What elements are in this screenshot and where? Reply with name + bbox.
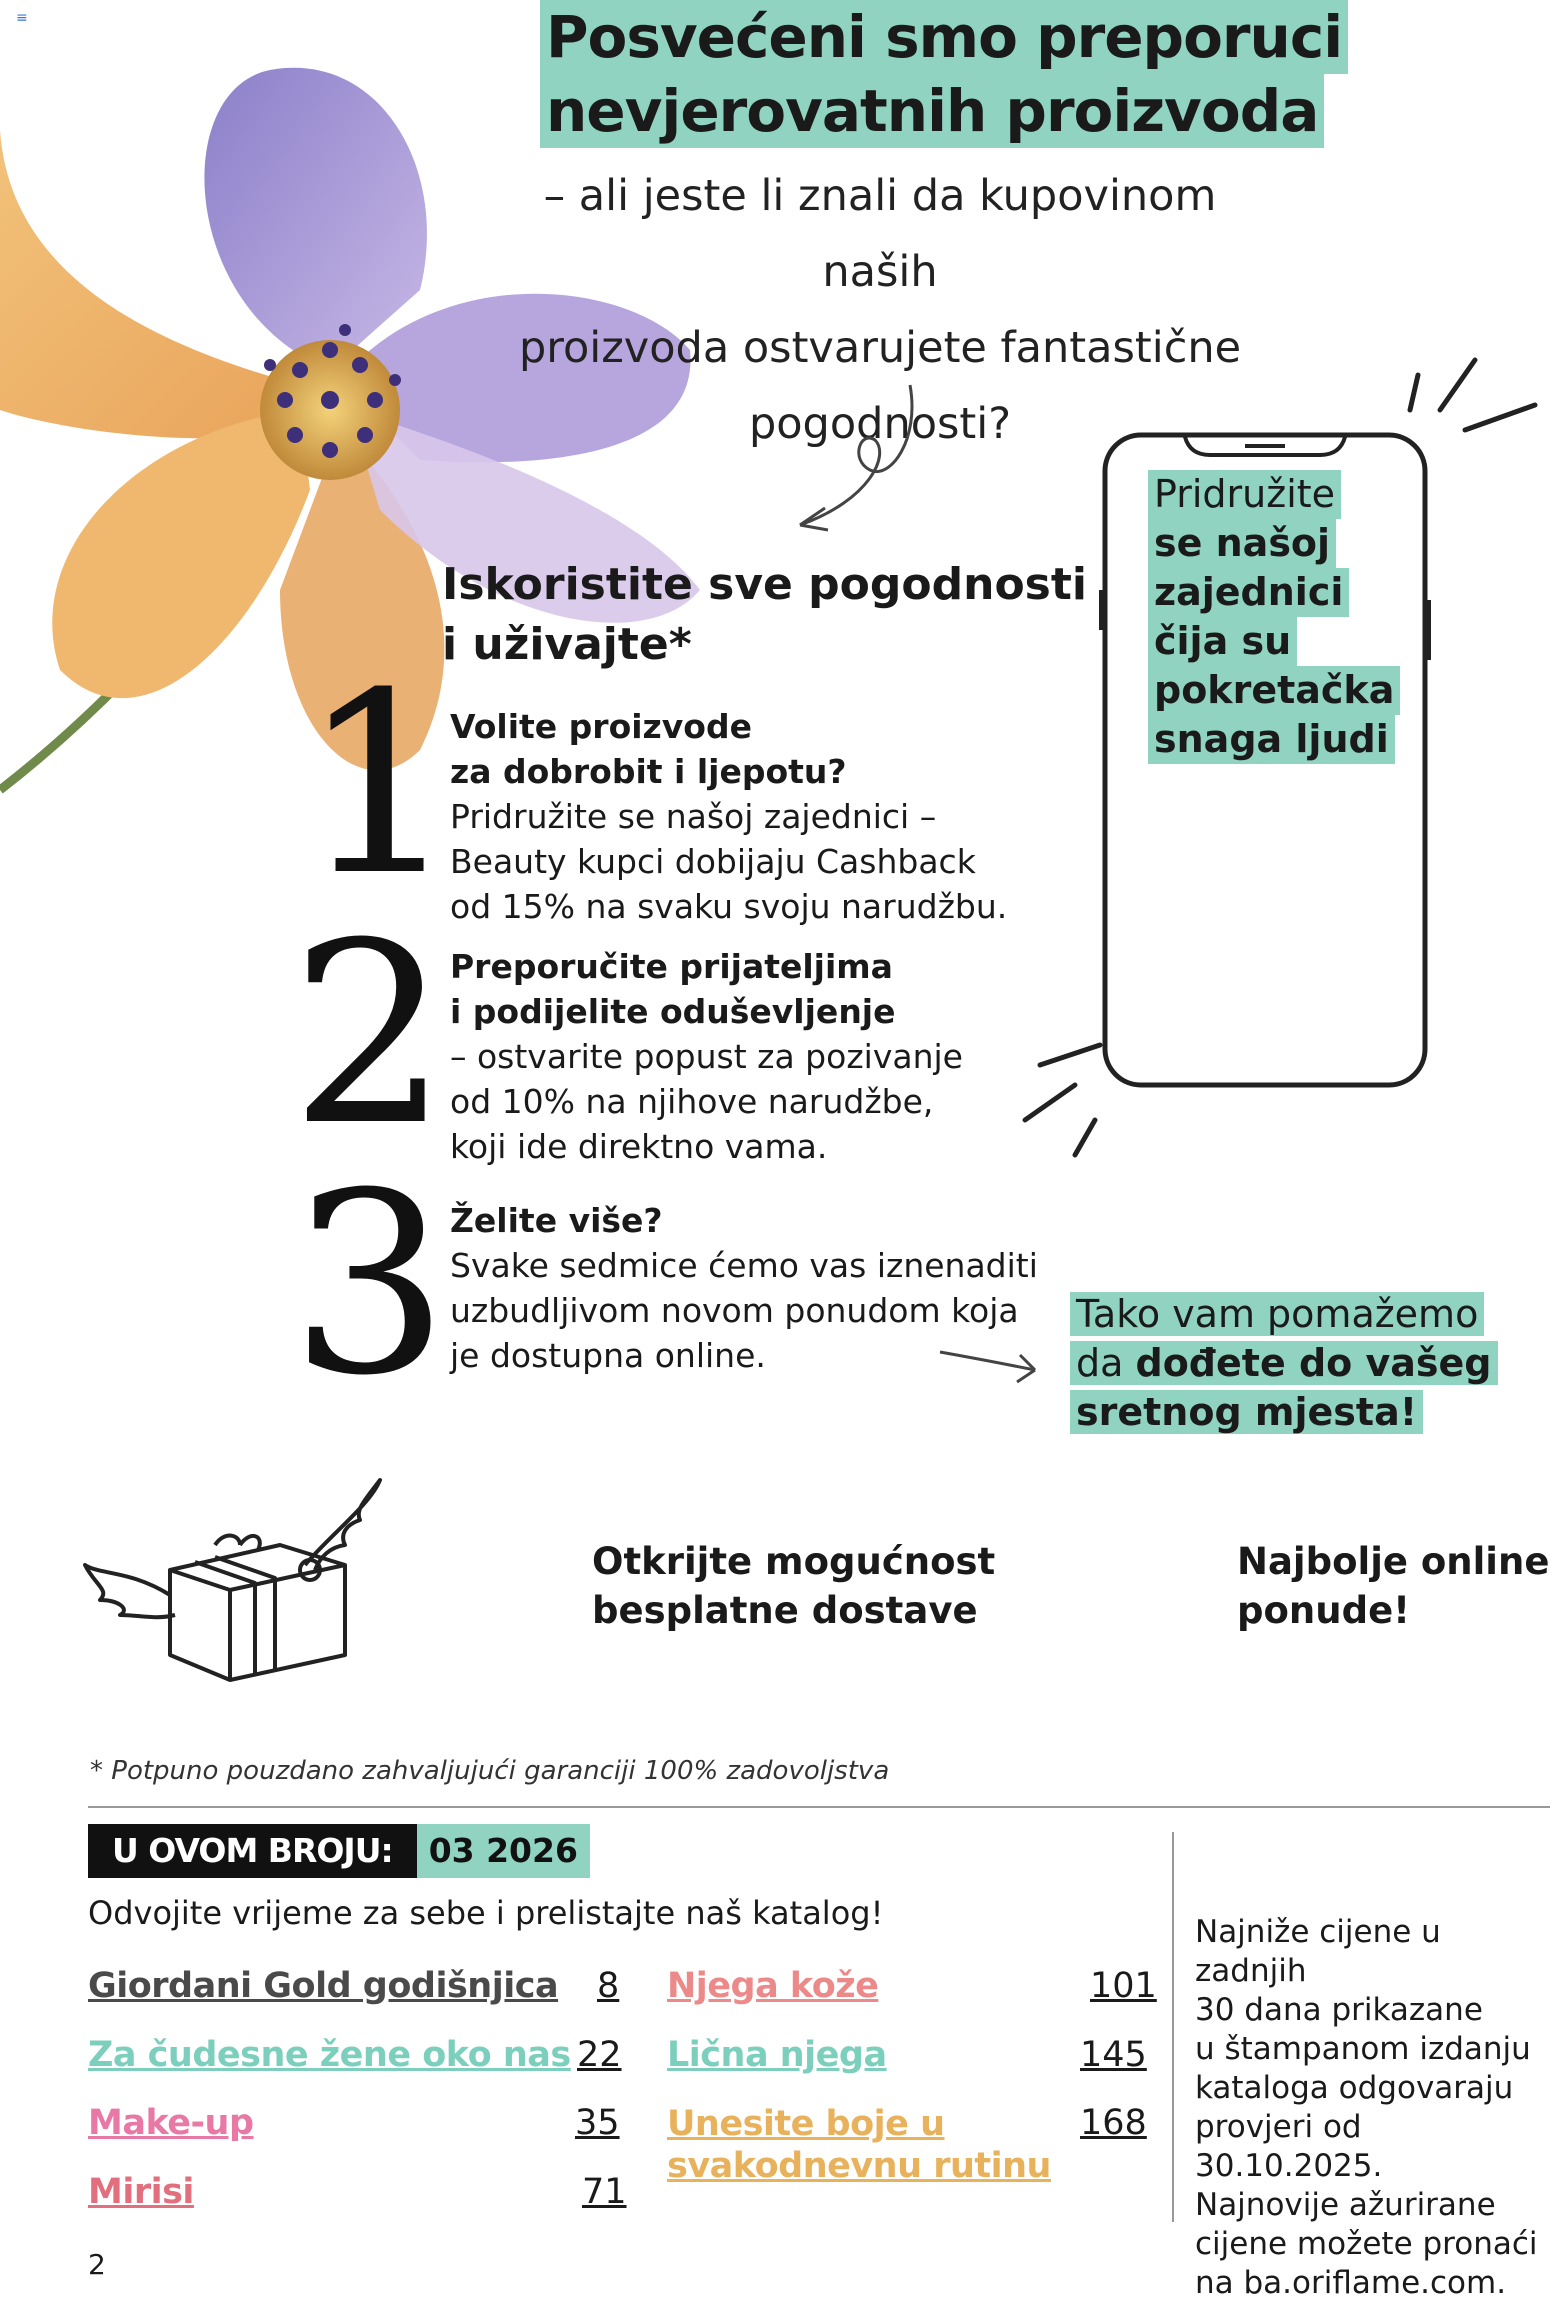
toc-item-makeup[interactable]: Make-up: [88, 2103, 254, 2143]
toc-item-licna-njega[interactable]: Lična njega: [667, 2035, 887, 2075]
headline-line-2: nevjerovatnih proizvoda: [540, 74, 1324, 148]
arrow-right-icon: [935, 1340, 1055, 1390]
step-2-title-line-2: i podijelite oduševljenje: [450, 992, 896, 1031]
step-1-title-line-2: za dobrobit i ljepotu?: [450, 752, 847, 791]
price-note-line-3: u štampanom izdanju: [1195, 2031, 1531, 2067]
toc-page-boje[interactable]: 168: [1080, 2103, 1147, 2143]
gift-wing-left: [85, 1565, 175, 1617]
toc-page-makeup[interactable]: 35: [575, 2103, 620, 2143]
curly-arrow-icon: [780, 380, 930, 540]
step-2-title-line-1: Preporučite prijateljima: [450, 947, 893, 986]
page-number: 2: [88, 2248, 106, 2281]
lead-line-1: – ali jeste li znali da kupovinom naših: [543, 171, 1217, 297]
tako-line-1: Tako vam pomažemo: [1070, 1292, 1484, 1336]
toc-header: [88, 1824, 590, 1878]
divider: [88, 1806, 1550, 1808]
tako-text: [1070, 1290, 1498, 1437]
toc-page-mirisi[interactable]: 71: [582, 2172, 627, 2212]
footnote: * Potpuno pouzdano zahvaljujući garanciji 100% zadovoljstva: [90, 1756, 890, 1786]
toc-page-zene[interactable]: 22: [577, 2035, 622, 2075]
phone-line-6: snaga ljudi: [1148, 715, 1395, 764]
step-3-text-line-1: Svake sedmice ćemo vas iznenaditi: [450, 1246, 1038, 1285]
sparkle-lines-bottom: [1025, 1045, 1100, 1155]
phone-line-4: čija su: [1148, 617, 1297, 666]
menu-icon[interactable]: ≡: [16, 10, 28, 26]
toc-item-boje[interactable]: [667, 2103, 1051, 2187]
step-1-title-line-1: Volite proizvode: [450, 707, 752, 746]
step-1-text-line-3: od 15% na svaku svoju narudžbu.: [450, 887, 1008, 926]
step-number-3: 3: [290, 1139, 450, 1430]
toc-subtitle: Odvojite vrijeme za sebe i prelistajte naš katalog!: [88, 1894, 884, 1932]
step-3-text-line-2: uzbudljivom novom ponudom koja: [450, 1291, 1019, 1330]
step-2: [450, 944, 963, 1169]
phone-line-2: se našoj: [1148, 519, 1336, 568]
benefits-title-line-1: Iskoristite sve pogodnosti: [442, 559, 1087, 610]
price-note-line-1: Najniže cijene u zadnjih: [1195, 1914, 1441, 1989]
flower-center: [260, 340, 400, 480]
toc-item-zene[interactable]: Za čudesne žene oko nas: [88, 2035, 571, 2075]
price-note-line-5: provjeri od 30.10.2025.: [1195, 2109, 1383, 2184]
step-1-text-line-2: Beauty kupci dobijaju Cashback: [450, 842, 976, 881]
feature-offers-line-2: ponude!: [1237, 1589, 1411, 1632]
toc-item-mirisi[interactable]: Mirisi: [88, 2172, 194, 2212]
tako-line-3: sretnog mjesta!: [1070, 1390, 1423, 1434]
step-1: [450, 704, 1007, 929]
toc-issue: 03 2026: [417, 1824, 590, 1878]
feature-delivery-line-2: besplatne dostave: [592, 1589, 978, 1632]
toc-item-njega-koze[interactable]: Njega kože: [667, 1966, 879, 2006]
toc-page-njega-koze[interactable]: 101: [1090, 1966, 1157, 2006]
price-note-line-2: 30 dana prikazane: [1195, 1992, 1483, 2028]
toc-page-licna-njega[interactable]: 145: [1080, 2035, 1147, 2075]
toc-label: U OVOM BROJU:: [88, 1824, 417, 1878]
feature-delivery-line-1: Otkrijte mogućnost: [592, 1540, 996, 1583]
toc-item-boje-line-2[interactable]: svakodnevnu rutinu: [667, 2146, 1051, 2186]
tako-line-2-bold: dođete do vašeg: [1135, 1341, 1492, 1385]
headline: [540, 0, 1348, 148]
toc-item-giordani[interactable]: Giordani Gold godišnjica: [88, 1966, 559, 2006]
step-number-1: 1: [300, 639, 460, 930]
phone-line-1: Pridružite: [1148, 470, 1341, 519]
petal-top-purple: [204, 68, 427, 370]
toc-item-boje-line-1[interactable]: Unesite boje u: [667, 2104, 945, 2144]
toc-page-giordani[interactable]: 8: [597, 1966, 620, 2006]
step-2-text-line-2: od 10% na njihove narudžbe,: [450, 1082, 934, 1121]
price-note-line-4: kataloga odgovaraju: [1195, 2070, 1514, 2106]
sparkle-lines-top: [1410, 360, 1535, 430]
price-note-line-7: cijene možete pronaći: [1195, 2226, 1538, 2262]
phone-text: [1148, 470, 1400, 764]
benefits-title-line-2: i uživajte*: [442, 619, 692, 670]
price-note-line-8: na ba.oriflame.com.: [1195, 2265, 1507, 2301]
vertical-divider: [1172, 1832, 1174, 2222]
feature-free-delivery: [592, 1537, 995, 1635]
feature-offers-line-1: Najbolje online: [1237, 1540, 1550, 1583]
feature-online-offers: [1237, 1537, 1549, 1635]
tako-line-2-light: da: [1076, 1341, 1136, 1385]
step-2-text-line-3: koji ide direktno vama.: [450, 1127, 828, 1166]
phone-line-3: zajednici: [1148, 568, 1349, 617]
flying-gift-icon: [80, 1475, 400, 1685]
petal-bottom-left: [52, 410, 310, 698]
headline-line-1: Posvećeni smo preporuci: [540, 0, 1348, 74]
phone-line-5: pokretačka: [1148, 666, 1400, 715]
step-1-text-line-1: Pridružite se našoj zajednici –: [450, 797, 937, 836]
price-note: [1195, 1913, 1550, 2303]
lead-line-2: proizvoda ostvarujete fantastične: [518, 323, 1242, 373]
step-3-text-line-3: je dostupna online.: [450, 1336, 766, 1375]
lead-line-3: pogodnosti?: [748, 399, 1012, 449]
step-2-text-line-1: – ostvarite popust za pozivanje: [450, 1037, 963, 1076]
benefits-title: [442, 555, 1087, 675]
tako-line-2: [1070, 1341, 1498, 1385]
step-3-title: Želite više?: [450, 1201, 663, 1240]
step-number-2: 2: [290, 889, 450, 1180]
price-note-line-6: Najnovije ažurirane: [1195, 2187, 1496, 2223]
